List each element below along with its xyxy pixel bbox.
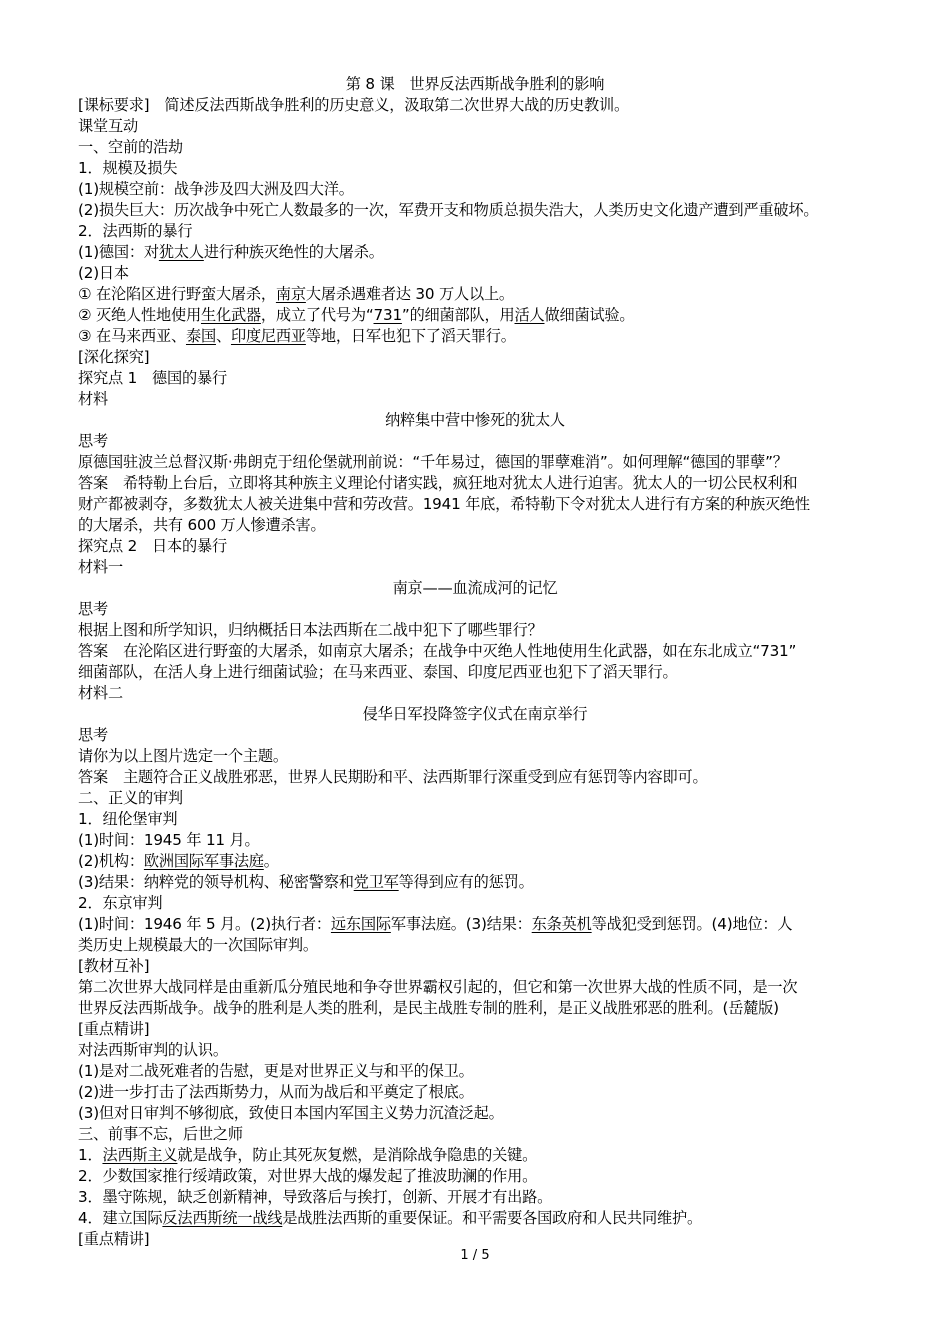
section-heading: 三、前事不忘，后世之师 <box>78 1125 243 1143</box>
text-line: 的大屠杀，共有 600 万人惨遭杀害。 <box>78 516 326 534</box>
subsection-heading: 探究点 2 日本的暴行 <box>78 537 227 555</box>
text-line: 答案 希特勒上台后，立即将其种族主义理论付诸实践，疯狂地对犹太人进行迫害。犹太人的一切公民权利和 <box>78 474 798 492</box>
fill-in-answer: 生化武器 <box>200 306 261 324</box>
text-line: 答案 在沦陷区进行野蛮的大屠杀，如南京大屠杀；在战争中灭绝人性地使用生化武器，如在东北成立“731” <box>78 642 797 660</box>
section-heading: 二、正义的审判 <box>78 789 183 807</box>
text-line: (1)德国：对犹太人进行种族灭绝性的大屠杀。 <box>78 243 384 261</box>
subsection-heading: 2．法西斯的暴行 <box>78 222 193 240</box>
text-line: 根据上图和所学知识，归纳概括日本法西斯在二战中犯下了哪些罪行？ <box>78 621 543 639</box>
section-heading: 课堂互动 <box>78 117 138 135</box>
text-line: (3)结果：纳粹党的领导机构、秘密警察和党卫军等得到应有的惩罚。 <box>78 873 534 891</box>
fill-in-answer: 党卫军 <box>353 873 399 891</box>
fill-in-answer: 活人 <box>514 306 545 324</box>
text-line: 思考 <box>78 600 108 618</box>
figure-caption: 侵华日军投降签字仪式在南京举行 <box>362 705 588 723</box>
subsection-heading: 2．东京审判 <box>78 894 163 912</box>
text-line: 答案 主题符合正义战胜邪恶，世界人民期盼和平、法西斯罪行深重受到应有惩罚等内容即可。 <box>78 768 708 786</box>
text-line: 第二次世界大战同样是由重新瓜分殖民地和争夺世界霸权引起的，但它和第一次世界大战的性质不同，是一次 <box>78 978 798 996</box>
curriculum-requirement: [课标要求] 简述反法西斯战争胜利的历史意义，汲取第二次世界大战的历史教训。 <box>78 96 630 114</box>
figure-caption: 南京——血流成河的记忆 <box>392 579 558 597</box>
section-heading: 一、空前的浩劫 <box>78 138 183 156</box>
text-line: ③ 在马来西亚、泰国、印度尼西亚等地，日军也犯下了滔天罪行。 <box>78 327 516 345</box>
subsection-heading: 探究点 1 德国的暴行 <box>78 369 227 387</box>
section-heading: [重点精讲] <box>78 1230 150 1248</box>
fill-in-answer: 法西斯主义 <box>102 1146 178 1164</box>
fill-in-answer: 远东国际 <box>330 915 391 933</box>
text-line: (1)时间：1946 年 5 月。(2)执行者：远东国际军事法庭。(3)结果：东条英机等战犯受到惩罚。(4)地位：人 <box>78 915 793 933</box>
fill-in-answer: 东条英机 <box>531 915 592 933</box>
text-line: 原德国驻波兰总督汉斯·弗朗克于纽伦堡就刑前说：“千年易过，德国的罪孽难消”。如何理解“德国的罪孽”？ <box>78 453 788 471</box>
fill-in-answer: 印度尼西亚 <box>230 327 306 345</box>
text-line: (2)损失巨大：历次战争中死亡人数最多的一次，军费开支和物质总损失浩大，人类历史文化遗产遭到严重破坏。 <box>78 201 819 219</box>
text-line: 对法西斯审判的认识。 <box>78 1041 228 1059</box>
text-line: 世界反法西斯战争。战争的胜利是人类的胜利，是民主战胜专制的胜利，是正义战胜邪恶的胜利。(岳麓版) <box>78 999 779 1017</box>
fill-in-answer: 731 <box>373 306 402 324</box>
text-line: 2．少数国家推行绥靖政策，对世界大战的爆发起了推波助澜的作用。 <box>78 1167 538 1185</box>
fill-in-answer: 反法西斯统一战线 <box>162 1209 283 1227</box>
section-heading: [教材互补] <box>78 957 150 975</box>
text-line: (1)规模空前：战争涉及四大洲及四大洋。 <box>78 180 354 198</box>
text-line: (2)机构：欧洲国际军事法庭。 <box>78 852 279 870</box>
section-heading: [深化探究] <box>78 348 150 366</box>
text-line: (2)日本 <box>78 264 129 282</box>
text-line: 1．法西斯主义就是战争，防止其死灰复燃，是消除战争隐患的关键。 <box>78 1146 538 1164</box>
subsection-heading: 1．纽伦堡审判 <box>78 810 178 828</box>
text-line: ① 在沦陷区进行野蛮大屠杀，南京大屠杀遇难者达 30 万人以上。 <box>78 285 514 303</box>
text-line: 材料 <box>78 390 108 408</box>
text-line: (1)是对二战死难者的告慰，更是对世界正义与和平的保卫。 <box>78 1062 474 1080</box>
text-line: 材料二 <box>78 684 123 702</box>
text-line: 思考 <box>78 432 108 450</box>
subsection-heading: 1．规模及损失 <box>78 159 178 177</box>
fill-in-answer: 犹太人 <box>158 243 204 261</box>
text-line: 类历史上规模最大的一次国际审判。 <box>78 936 318 954</box>
text-line: 请你为以上图片选定一个主题。 <box>78 747 288 765</box>
figure-caption: 纳粹集中营中惨死的犹太人 <box>385 411 565 429</box>
text-line: (3)但对日审判不够彻底，致使日本国内军国主义势力沉渣泛起。 <box>78 1104 504 1122</box>
lesson-title: 第 8 课 世界反法西斯战争胜利的影响 <box>345 75 605 93</box>
text-line: 思考 <box>78 726 108 744</box>
text-line: 细菌部队，在活人身上进行细菌试验；在马来西亚、泰国、印度尼西亚也犯下了滔天罪行。 <box>78 663 678 681</box>
text-line: 材料一 <box>78 558 123 576</box>
text-line: (1)时间：1945 年 11 月。 <box>78 831 260 849</box>
fill-in-answer: 南京 <box>275 285 306 303</box>
section-heading: [重点精讲] <box>78 1020 150 1038</box>
text-line: (2)进一步打击了法西斯势力，从而为战后和平奠定了根底。 <box>78 1083 474 1101</box>
page-number: 1 / 5 <box>460 1248 490 1263</box>
text-line: 4．建立国际反法西斯统一战线是战胜法西斯的重要保证。和平需要各国政府和人民共同维护。 <box>78 1209 702 1227</box>
text-line: 3．墨守陈规，缺乏创新精神，导致落后与挨打，创新、开展才有出路。 <box>78 1188 553 1206</box>
fill-in-answer: 欧洲国际军事法庭 <box>143 852 264 870</box>
text-line: ② 灭绝人性地使用生化武器，成立了代号为“731”的细菌部队，用活人做细菌试验。 <box>78 306 635 324</box>
text-line: 财产都被剥夺，多数犹太人被关进集中营和劳改营。1941 年底，希特勒下令对犹太人进行有方案的种族灭绝性 <box>78 495 810 513</box>
fill-in-answer: 泰国 <box>185 327 216 345</box>
